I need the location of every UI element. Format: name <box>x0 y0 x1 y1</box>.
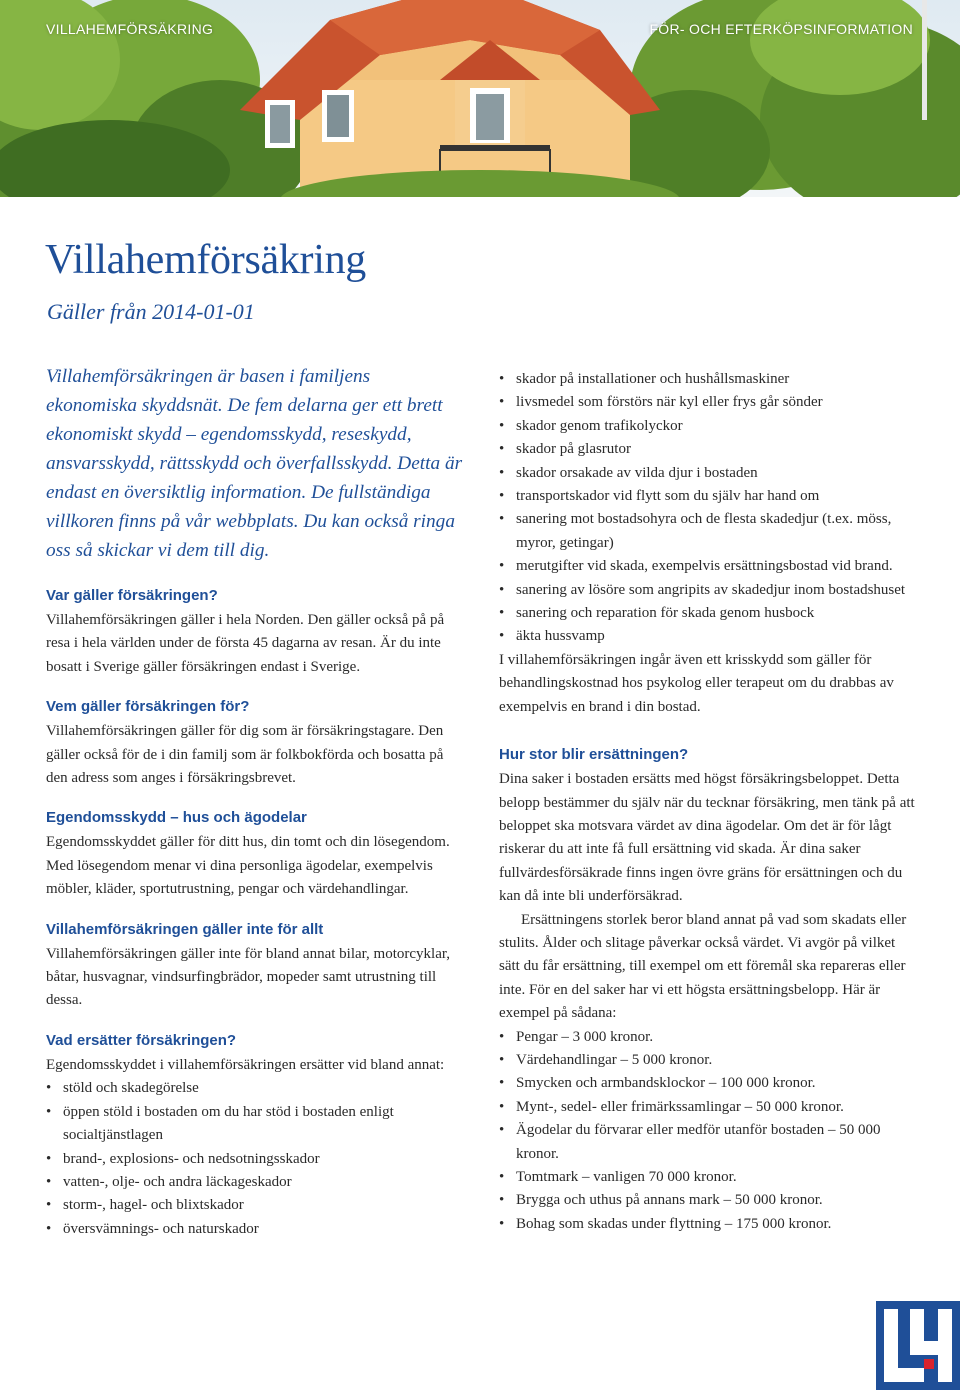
section-heading: Hur stor blir ersättningen? <box>499 746 689 764</box>
section-heading: Var gäller försäkringen? <box>46 587 218 604</box>
list-item: • skador orsakade av vilda djur i bostaden <box>499 462 919 485</box>
section-text: Egendomsskyddet gäller för ditt hus, din tomt och din lösegendom. Med lösegendom menar vi dina personliga ägodelar, exempelvis möbler, kläder, sportutrustning, pengar och värdehandlingar. <box>46 834 450 898</box>
list-item: • översvämnings- och naturskador <box>46 1218 466 1241</box>
page-title: Villahemförsäkring <box>45 237 366 283</box>
company-logo <box>876 1301 960 1390</box>
section-text: Ersättningens storlek beror bland annat på vad som skadats eller stulits. Ålder och slitage påverkar också värdet. Vi avgör på vilket sätt du får ersättning, till exempel om ett föremål ska repareras eller inte. För en del saker har vi ett högsta ersättningsbelopp. Här är exempel på sådana: <box>499 911 907 1022</box>
section-heading: Vad ersätter försäkringen? <box>46 1031 237 1049</box>
hero-image <box>0 0 960 197</box>
covers-list <box>46 1077 466 1241</box>
header-document-type: FÖR- OCH EFTERKÖPSINFORMATION <box>649 21 913 37</box>
list-item: • stöld och skadegörelse <box>46 1077 466 1100</box>
list-item: • livsmedel som förstörs när kyl eller frys går sönder <box>499 391 919 414</box>
section-property <box>46 808 466 901</box>
list-item: • Ägodelar du förvarar eller medför utanför bostaden – 50 000 kronor. <box>499 1119 919 1166</box>
list-item: • Tomtmark – vanligen 70 000 kronor. <box>499 1166 919 1189</box>
section-text: Villahemförsäkringen gäller för dig som är försäkringstagare. Den gäller också för de i din familj som är folkbokförda och bosatta på den adress som anges i försäkringsbrevet. <box>46 723 444 787</box>
list-item: • Smycken och armbandsklockor – 100 000 kronor. <box>499 1072 919 1095</box>
section-text: Dina saker i bostaden ersätts med högst försäkringsbeloppet. Detta belopp bestämmer du själv när du tecknar försäkring, men tänk på att beloppet ska motsvara värdet av dina ägodelar. Om det är för lågt riskerar du att inte få full ersättning vid skada. Är dina saker fullvärdesförsäkrade finns ingen övre gräns för ersättningen och du kan då inte bli underförsäkrad. <box>499 771 915 905</box>
list-item: • storm-, hagel- och blixtskador <box>46 1194 466 1217</box>
page-subtitle: Gäller från 2014-01-01 <box>47 299 255 324</box>
covers-list-continued <box>499 368 919 649</box>
section-who <box>46 697 466 790</box>
section-heading: Villahemförsäkringen gäller inte för allt <box>46 920 324 938</box>
list-item: • äkta hussvamp <box>499 625 919 648</box>
header-category: VILLAHEMFÖRSÄKRING <box>46 21 214 37</box>
list-item: • vatten-, olje- och andra läckageskador <box>46 1171 466 1194</box>
list-item: • Brygga och uthus på annans mark – 50 000 kronor. <box>499 1189 919 1212</box>
section-text: Egendomsskyddet i villahemförsäkringen ersätter vid bland annat: <box>46 1056 445 1073</box>
list-item: • merutgifter vid skada, exempelvis ersättningsbostad vid brand. <box>499 555 919 578</box>
list-item: • brand-, explosions- och nedsotningsskador <box>46 1148 466 1171</box>
list-item: • öppen stöld i bostaden om du har stöd i bostaden enligt socialtjänstlagen <box>46 1101 466 1148</box>
list-item: • Pengar – 3 000 kronor. <box>499 1026 919 1049</box>
section-text: Villahemförsäkringen gäller inte för bland annat bilar, motorcyklar, båtar, husvagnar, vindsurfingbrädor, mopeder samt utrustning till dessa. <box>46 945 451 1009</box>
section-covers <box>46 1031 466 1241</box>
list-item: • sanering och reparation för skada genom husbock <box>499 602 919 625</box>
list-item: • transportskador vid flytt som du själv har hand om <box>499 485 919 508</box>
list-item: • Mynt-, sedel- eller frimärkssamlingar – 50 000 kronor. <box>499 1096 919 1119</box>
list-item: • skador på glasrutor <box>499 438 919 461</box>
section-compensation <box>499 745 919 1236</box>
company-logo-icon <box>876 1301 960 1390</box>
list-item: • Värdehandlingar – 5 000 kronor. <box>499 1049 919 1072</box>
left-column <box>46 362 466 1259</box>
section-heading: Vem gäller försäkringen för? <box>46 698 250 716</box>
section-where <box>46 586 466 679</box>
max-amounts-list <box>499 1026 919 1237</box>
list-item: • skador på installationer och hushållsmaskiner <box>499 368 919 391</box>
intro-text: Villahemförsäkringen är basen i familjens ekonomiska skyddsnät. De fem delarna ger ett brett ekonomiskt skydd – egendomsskydd, reseskydd, ansvarsskydd, rättsskydd och överfallsskydd. Detta är endast en översiktlig information. De fullständiga villkoren finns på vår webbplats. Du kan också ringa oss så skickar vi dem till dig. <box>46 366 463 561</box>
section-text: Villahemförsäkringen gäller i hela Norden. Den gäller också på på resa i hela världen under de första 45 dagarna av resan. Är du inte bosatt i Sverige gäller försäkringen endast i Sverige. <box>46 612 445 675</box>
list-item: • sanering av lösöre som angripits av skadedjur inom bostadshuset <box>499 579 919 602</box>
right-column <box>499 368 919 1254</box>
list-item: • skador genom trafikolyckor <box>499 415 919 438</box>
section-heading: Egendomsskydd – hus och ägodelar <box>46 809 307 827</box>
list-item: • sanering mot bostadsohyra och de flesta skadedjur (t.ex. möss, myror, getingar) <box>499 508 919 555</box>
list-item: • Bohag som skadas under flyttning – 175 000 kronor. <box>499 1213 919 1236</box>
section-not-all <box>46 920 466 1013</box>
crisis-cover-text: I villahemförsäkringen ingår även ett krisskydd som gäller för behandlingskostnad hos psykolog eller terapeut om du drabbas av exempelvis en brand i din bostad. <box>499 651 894 715</box>
